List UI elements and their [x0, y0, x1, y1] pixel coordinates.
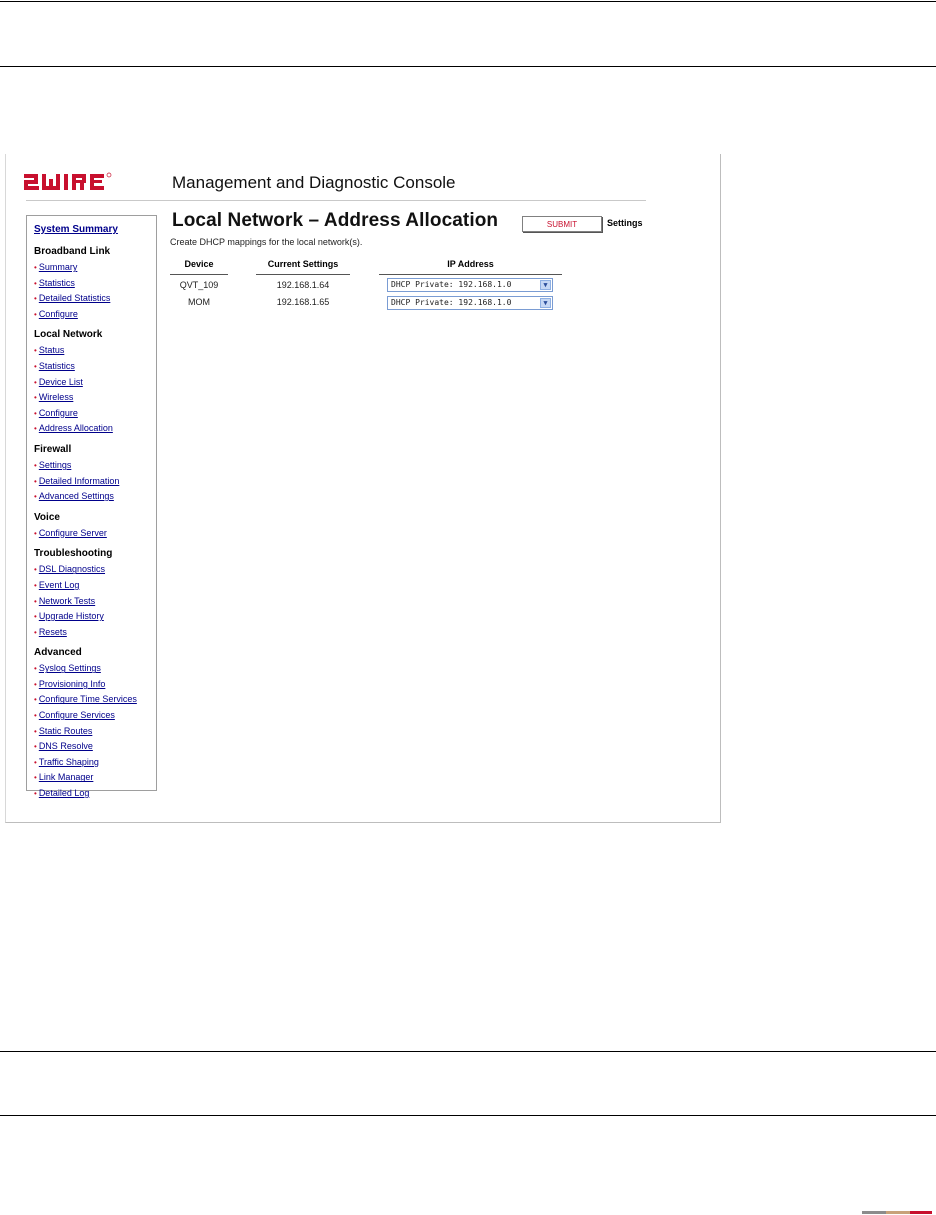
bullet-icon: • [34, 742, 37, 752]
sidebar-item-link[interactable]: Syslog Settings [38, 663, 101, 674]
sidebar-item-link[interactable]: Summary [38, 262, 78, 272]
sidebar-item-link[interactable]: Detailed Statistics [38, 293, 111, 304]
sidebar-group-heading: Local Network [34, 329, 103, 341]
sidebar-item-link[interactable]: DNS Resolve [38, 741, 93, 752]
bullet-icon: • [34, 695, 37, 705]
bullet-icon: • [34, 408, 37, 418]
column-rule-current-settings [256, 274, 350, 275]
sidebar-item [34, 562, 156, 578]
sidebar-item [34, 739, 156, 755]
sidebar-item [34, 786, 156, 802]
bullet-icon: • [34, 627, 37, 637]
sidebar-item-link[interactable]: Detailed Log [38, 788, 90, 799]
bullet-icon: • [34, 309, 37, 319]
row-device: MOM [188, 297, 210, 307]
sidebar-group [34, 547, 156, 640]
sidebar-item [34, 260, 156, 276]
bullet-icon: • [34, 565, 37, 575]
column-rule-ip-address [379, 274, 562, 275]
bullet-icon: • [34, 492, 37, 502]
footer-mark-red [910, 1211, 932, 1214]
top-rule-2 [0, 66, 936, 67]
column-header-ip-address: IP Address [447, 259, 494, 269]
header-divider [26, 200, 646, 201]
sidebar-item [34, 421, 156, 437]
console-title: Management and Diagnostic Console [172, 173, 456, 192]
sidebar-nav [26, 215, 157, 799]
page-description: Create DHCP mappings for the local network(s). [170, 237, 363, 247]
column-header-device: Device [184, 259, 214, 269]
sidebar-item [34, 692, 156, 708]
bullet-icon: • [34, 377, 37, 387]
sidebar-item-link[interactable]: Settings [38, 459, 72, 470]
bullet-icon: • [34, 711, 37, 721]
footer-color-marks [862, 1211, 932, 1214]
bullet-icon: • [34, 612, 37, 622]
sidebar-item-link[interactable]: Configure Services [38, 710, 115, 721]
bullet-icon: • [34, 528, 37, 538]
sidebar-group [34, 511, 156, 542]
bullet-icon: • [34, 278, 37, 288]
submit-button[interactable]: SUBMIT [522, 216, 602, 232]
sidebar-item-link[interactable]: DSL Diagnostics [38, 564, 106, 575]
sidebar-item [34, 770, 156, 786]
sidebar-group [34, 443, 156, 505]
2wire-logo-icon [24, 171, 124, 193]
footer-mark-tan [886, 1211, 910, 1214]
sidebar-item-link[interactable]: Upgrade History [38, 611, 104, 622]
sidebar-item-link[interactable]: Statistics [38, 277, 75, 288]
sidebar-item [34, 609, 156, 625]
sidebar-item [34, 578, 156, 594]
sidebar-item-link[interactable]: Resets [38, 626, 67, 637]
sidebar-item-link[interactable]: Device List [38, 376, 83, 387]
sidebar-item-link[interactable]: Traffic Shaping [38, 756, 99, 767]
bullet-icon: • [34, 726, 37, 736]
sidebar-item [34, 390, 156, 406]
sidebar-item-link[interactable]: Statistics [38, 360, 75, 371]
row-current-settings: 192.168.1.65 [276, 297, 330, 307]
screenshot-frame [5, 154, 721, 823]
ip-address-selected-value: DHCP Private: 192.168.1.0 [391, 298, 512, 307]
sidebar-item [34, 708, 156, 724]
sidebar-item [34, 307, 156, 323]
sidebar-group [34, 646, 156, 801]
chevron-down-icon[interactable]: ▼ [540, 298, 551, 308]
ip-address-select[interactable] [387, 278, 553, 292]
sidebar-group-heading: Voice [34, 511, 60, 523]
sidebar-item [34, 724, 156, 740]
sidebar-item-link[interactable]: Provisioning Info [38, 678, 106, 689]
row-current-settings: 192.168.1.64 [276, 280, 330, 290]
sidebar-item [34, 474, 156, 490]
ip-address-select[interactable] [387, 296, 553, 310]
sidebar-item-link[interactable]: Link Manager [38, 772, 94, 783]
sidebar-item [34, 276, 156, 292]
sidebar-item [34, 625, 156, 641]
row-device: QVT_109 [179, 280, 219, 290]
bullet-icon: • [34, 679, 37, 689]
page-title: Local Network – Address Allocation [172, 210, 499, 231]
settings-label: Settings [607, 218, 643, 228]
bullet-icon: • [34, 361, 37, 371]
bullet-icon: • [34, 757, 37, 767]
sidebar-item-link[interactable]: Address Allocation [38, 423, 113, 434]
bullet-icon: • [34, 664, 37, 674]
bullet-icon: • [34, 580, 37, 590]
bullet-icon: • [34, 460, 37, 470]
sidebar-item [34, 458, 156, 474]
sidebar-item-link[interactable]: Event Log [38, 579, 80, 590]
sidebar-item-link[interactable]: Configure Time Services [38, 694, 137, 705]
sidebar-item-link[interactable]: Configure [38, 407, 78, 418]
ip-address-selected-value: DHCP Private: 192.168.1.0 [391, 280, 512, 289]
sidebar-item [34, 343, 156, 359]
bullet-icon: • [34, 476, 37, 486]
sidebar-item [34, 661, 156, 677]
bullet-icon: • [34, 424, 37, 434]
sidebar-item [34, 359, 156, 375]
sidebar-system-summary-link[interactable]: System Summary [34, 224, 118, 235]
bottom-rule-1 [0, 1051, 936, 1052]
sidebar-item [34, 755, 156, 771]
brand-logo [24, 171, 124, 198]
sidebar-group [34, 245, 156, 322]
bullet-icon: • [34, 596, 37, 606]
column-header-current-settings: Current Settings [267, 259, 339, 269]
sidebar-item [34, 677, 156, 693]
sidebar-item-link[interactable]: Detailed Information [38, 475, 120, 486]
bullet-icon: • [34, 789, 37, 799]
sidebar-item [34, 406, 156, 422]
sidebar-item [34, 489, 156, 505]
bullet-icon: • [34, 393, 37, 403]
bullet-icon: • [34, 263, 37, 272]
sidebar-item [34, 526, 156, 542]
bullet-icon: • [34, 346, 37, 356]
top-rule-1 [0, 1, 936, 2]
sidebar-group-heading: Troubleshooting [34, 548, 113, 560]
sidebar-groups [34, 245, 156, 802]
column-rule-device [170, 274, 228, 275]
sidebar-item [34, 291, 156, 307]
sidebar-item-link[interactable]: Configure [38, 308, 78, 319]
chevron-down-icon[interactable]: ▼ [540, 280, 551, 290]
sidebar-item-link[interactable]: Static Routes [38, 725, 93, 736]
sidebar-group [34, 328, 156, 437]
bullet-icon: • [34, 773, 37, 783]
bullet-icon: • [34, 294, 37, 304]
bottom-rule-2 [0, 1115, 936, 1116]
sidebar-item-link[interactable]: Wireless [38, 392, 74, 403]
sidebar-group-heading: Advanced [34, 647, 82, 659]
sidebar-group-heading: Broadband Link [34, 246, 111, 257]
sidebar-group-heading: Firewall [34, 443, 72, 455]
sidebar-item-link[interactable]: Network Tests [38, 595, 96, 606]
sidebar-item-link[interactable]: Advanced Settings [38, 491, 114, 502]
footer-mark-gray [862, 1211, 886, 1214]
sidebar-item [34, 375, 156, 391]
sidebar-item-link[interactable]: Configure Server [38, 527, 107, 538]
sidebar-item [34, 594, 156, 610]
sidebar-item-link[interactable]: Status [38, 345, 65, 356]
